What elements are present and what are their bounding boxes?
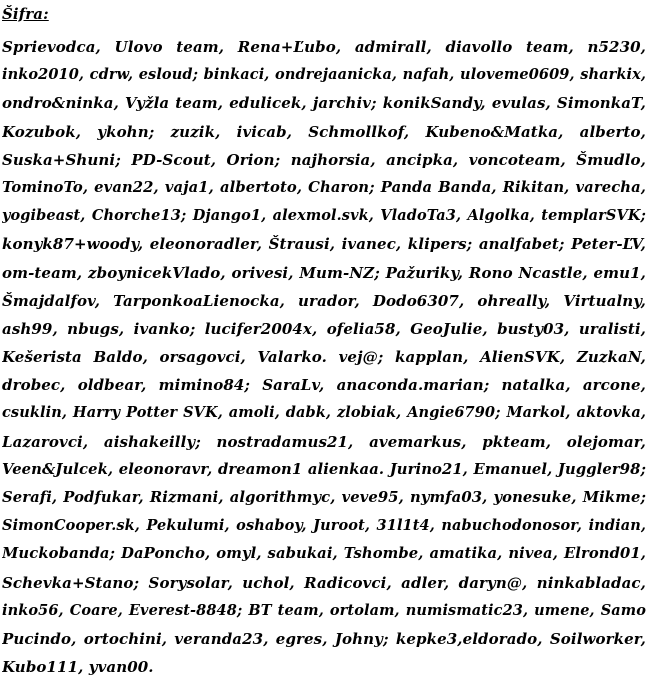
text-line: yogibeast, Chorche13; Django1, alexmol.svk, VladoTa3, Algolka, templarSVK; bbox=[2, 207, 646, 225]
name-list bbox=[2, 33, 646, 681]
text-line: Veen&Julcek, eleonoravr, dreamon1 alienkaa. Jurino21, Emanuel, Juggler98; bbox=[2, 460, 646, 478]
text-line: Šmajdalfov, TarponkoaLienocka, urador, Dodo6307, ohreally, Virtualny, bbox=[2, 291, 646, 310]
text-line: konyk87+woody, eleonoradler, Štrausi, ivanec, klipers; analfabet; Peter-ĽV, bbox=[2, 235, 646, 254]
text-line: Kubo111, yvan00. bbox=[2, 658, 154, 677]
text-line: Serafi, Podfukar, Rizmani, algorithmyc, veve95, nymfa03, yonesuke, Mikme; bbox=[2, 489, 646, 506]
text-line: drobec, oldbear, mimino84; SaraLv, anaconda.marian; natalka, arcone, bbox=[2, 376, 646, 395]
text-line: Muckobanda; DaPoncho, omyl, sabukai, Tshombe, amatika, nivea, Elrond01, bbox=[2, 545, 646, 563]
text-line: csuklin, Harry Potter SVK, amoli, dabk, zlobiak, Angie6790; Markol, aktovka, bbox=[2, 404, 646, 422]
text-line: Suska+Shuni; PD-Scout, Orion; najhorsia, ancipka, voncoteam, Šmudlo, bbox=[2, 150, 646, 169]
text-line: Kešerista Baldo, orsagovci, Valarko. vej@; kapplan, AlienSVK, ZuzkaN, bbox=[2, 348, 646, 367]
text-line: SimonCooper.sk, Pekulumi, oshaboy, Juroot, 31l1t4, nabuchodonosor, indian, bbox=[2, 517, 646, 535]
document-title: Šifra: bbox=[2, 5, 49, 23]
text-line: inko2010, cdrw, esloud; binkaci, ondrejaanicka, nafah, uloveme0609, sharkix, bbox=[2, 66, 646, 84]
text-line: ondro&ninka, Vyžla team, edulicek, jarchiv; konikSandy, evulas, SimonkaT, bbox=[2, 94, 646, 113]
text-line: om-team, zboynicekVlado, orivesi, Mum-NZ; Pažuriky, Rono Ncastle, emu1, bbox=[2, 263, 646, 282]
text-line: TominoTo, evan22, vaja1, albertoto, Charon; Panda Banda, Rikitan, varecha, bbox=[2, 178, 646, 196]
text-line: inko56, Coare, Everest-8848; BT team, ortolam, numismatic23, umene, Samo bbox=[2, 601, 646, 619]
document bbox=[2, 4, 646, 681]
text-line: Lazarovci, aishakeilly; nostradamus21, avemarkus, pkteam, olejomar, bbox=[2, 432, 646, 451]
text-line: ash99, nbugs, ivanko; lucifer2004x, ofelia58, GeoJulie, busty03, uralisti, bbox=[2, 319, 646, 338]
text-line: Pucindo, ortochini, veranda23, egres, Johny; kepke3,eldorado, Soilworker, bbox=[2, 629, 646, 648]
text-line: Kozubok, ykohn; zuzik, ivicab, Schmollkof, Kubeno&Matka, alberto, bbox=[2, 122, 646, 141]
text-line: Sprievodca, Ulovo team, Rena+Ľubo, admirall, diavollo team, n5230, bbox=[2, 38, 646, 56]
text-line: Schevka+Stano; Sorysolar, uchol, Radicovci, adler, daryn@, ninkabladac, bbox=[2, 573, 646, 592]
